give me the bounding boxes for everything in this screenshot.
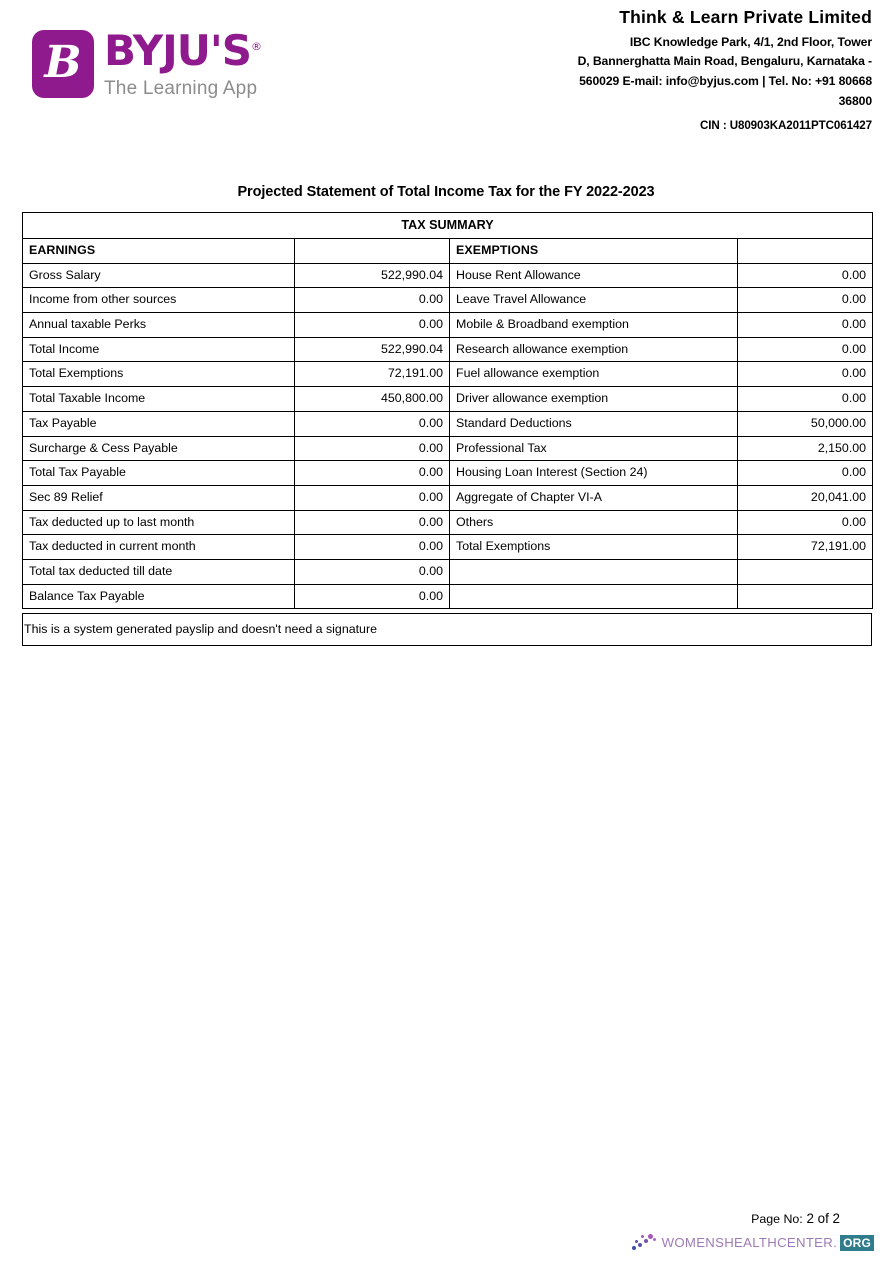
table-row xyxy=(23,263,873,288)
earning-value-cell: 0.00 xyxy=(295,461,450,486)
exemption-value-cell: 2,150.00 xyxy=(738,436,873,461)
page-title: Projected Statement of Total Income Tax for the FY 2022-2023 xyxy=(237,184,655,200)
col-header-exemptions-amount xyxy=(738,239,873,264)
table-row xyxy=(23,461,873,486)
company-address-line-1: IBC Knowledge Park, 4/1, 2nd Floor, Tower xyxy=(629,34,872,49)
company-address-line-3: 560029 E-mail: info@byjus.com | Tel. No: +91 80668 xyxy=(579,74,872,89)
watermark-dots-icon xyxy=(632,1233,662,1253)
watermark-tld-badge: ORG xyxy=(840,1235,874,1251)
company-cin: CIN : U80903KA2011PTC061427 xyxy=(700,118,872,132)
exemption-value-cell xyxy=(738,584,873,609)
earning-label-cell: Sec 89 Relief xyxy=(23,485,295,510)
table-row xyxy=(23,337,873,362)
earning-label-cell: Total tax deducted till date xyxy=(23,559,295,584)
table-row xyxy=(23,584,873,609)
tax-summary-table xyxy=(22,212,873,609)
table-row xyxy=(23,387,873,412)
document-footer xyxy=(0,1202,892,1262)
exemption-label-cell: Standard Deductions xyxy=(450,411,738,436)
exemption-label-cell: Professional Tax xyxy=(450,436,738,461)
table-row xyxy=(23,535,873,560)
earning-label-cell: Tax deducted in current month xyxy=(23,535,295,560)
tax-summary-title-cell: TAX SUMMARY xyxy=(23,213,873,239)
system-generated-note-text: This is a system generated payslip and doesn't need a signature xyxy=(24,621,377,636)
earning-label-cell: Total Income xyxy=(23,337,295,362)
earning-value-cell: 0.00 xyxy=(295,485,450,510)
byjus-wordmark xyxy=(104,26,261,75)
exemption-value-cell: 0.00 xyxy=(738,337,873,362)
table-column-header-row xyxy=(23,239,873,264)
earning-label-cell: Tax deducted up to last month xyxy=(23,510,295,535)
earning-label-cell: Balance Tax Payable xyxy=(23,584,295,609)
exemption-label-cell: Research allowance exemption xyxy=(450,337,738,362)
exemption-label-cell: Mobile & Broadband exemption xyxy=(450,313,738,338)
table-row xyxy=(23,436,873,461)
earning-value-cell: 0.00 xyxy=(295,559,450,584)
company-info xyxy=(452,6,872,135)
col-header-earnings: EARNINGS xyxy=(23,239,295,264)
earning-value-cell: 0.00 xyxy=(295,510,450,535)
system-generated-note xyxy=(22,613,872,646)
exemption-label-cell: Housing Loan Interest (Section 24) xyxy=(450,461,738,486)
earning-value-cell: 72,191.00 xyxy=(295,362,450,387)
exemption-value-cell: 0.00 xyxy=(738,313,873,338)
earning-value-cell: 450,800.00 xyxy=(295,387,450,412)
earning-label-cell: Surcharge & Cess Payable xyxy=(23,436,295,461)
byjus-logo-mark-icon xyxy=(32,30,94,98)
watermark-name: WOMENSHEALTHCENTER. xyxy=(661,1235,838,1251)
exemption-value-cell: 20,041.00 xyxy=(738,485,873,510)
exemption-value-cell: 0.00 xyxy=(738,263,873,288)
earning-value-cell: 0.00 xyxy=(295,535,450,560)
table-row xyxy=(23,411,873,436)
exemption-value-cell: 0.00 xyxy=(738,510,873,535)
watermark-womenshealthcenter xyxy=(632,1232,874,1254)
earning-value-cell: 0.00 xyxy=(295,313,450,338)
table-row xyxy=(23,362,873,387)
exemption-label-cell: Leave Travel Allowance xyxy=(450,288,738,313)
byjus-logo xyxy=(32,26,261,99)
earning-value-cell: 522,990.04 xyxy=(295,263,450,288)
page-number xyxy=(751,1211,840,1226)
exemption-label-cell xyxy=(450,584,738,609)
exemption-label-cell: Others xyxy=(450,510,738,535)
byjus-tagline: The Learning App xyxy=(104,78,258,99)
exemption-value-cell: 50,000.00 xyxy=(738,411,873,436)
exemption-value-cell xyxy=(738,559,873,584)
registered-trademark-icon: ® xyxy=(250,40,261,53)
byjus-wordmark-text: BYJU'S xyxy=(104,26,251,75)
table-row xyxy=(23,485,873,510)
tax-summary-body xyxy=(23,213,873,609)
col-header-earnings-amount xyxy=(295,239,450,264)
exemption-value-cell: 72,191.00 xyxy=(738,535,873,560)
exemption-label-cell: Total Exemptions xyxy=(450,535,738,560)
byjus-logo-text xyxy=(104,26,261,99)
earning-label-cell: Tax Payable xyxy=(23,411,295,436)
page-number-value: 2 of 2 xyxy=(806,1211,840,1226)
earning-label-cell: Total Taxable Income xyxy=(23,387,295,412)
earning-value-cell: 0.00 xyxy=(295,411,450,436)
earning-value-cell: 0.00 xyxy=(295,436,450,461)
company-name: Think & Learn Private Limited xyxy=(619,7,872,27)
company-address-line-4: 36800 xyxy=(838,93,872,108)
table-row xyxy=(23,313,873,338)
earning-value-cell: 0.00 xyxy=(295,584,450,609)
exemption-label-cell xyxy=(450,559,738,584)
page-number-label: Page No: xyxy=(751,1212,803,1226)
table-row xyxy=(23,510,873,535)
earning-label-cell: Annual taxable Perks xyxy=(23,313,295,338)
exemption-label-cell: Aggregate of Chapter VI-A xyxy=(450,485,738,510)
earning-label-cell: Total Exemptions xyxy=(23,362,295,387)
exemption-value-cell: 0.00 xyxy=(738,461,873,486)
table-row xyxy=(23,288,873,313)
logo-b-letter: B xyxy=(44,36,82,88)
exemption-value-cell: 0.00 xyxy=(738,387,873,412)
document-header xyxy=(0,0,892,150)
exemption-label-cell: Driver allowance exemption xyxy=(450,387,738,412)
exemption-label-cell: House Rent Allowance xyxy=(450,263,738,288)
exemption-label-cell: Fuel allowance exemption xyxy=(450,362,738,387)
exemption-value-cell: 0.00 xyxy=(738,288,873,313)
company-address-line-2: D, Bannerghatta Main Road, Bengaluru, Karnataka - xyxy=(577,54,872,69)
earning-label-cell: Income from other sources xyxy=(23,288,295,313)
earning-label-cell: Total Tax Payable xyxy=(23,461,295,486)
exemption-value-cell: 0.00 xyxy=(738,362,873,387)
table-header-row xyxy=(23,213,873,239)
earning-label-cell: Gross Salary xyxy=(23,263,295,288)
table-row xyxy=(23,559,873,584)
col-header-exemptions: EXEMPTIONS xyxy=(450,239,738,264)
earning-value-cell: 0.00 xyxy=(295,288,450,313)
earning-value-cell: 522,990.04 xyxy=(295,337,450,362)
